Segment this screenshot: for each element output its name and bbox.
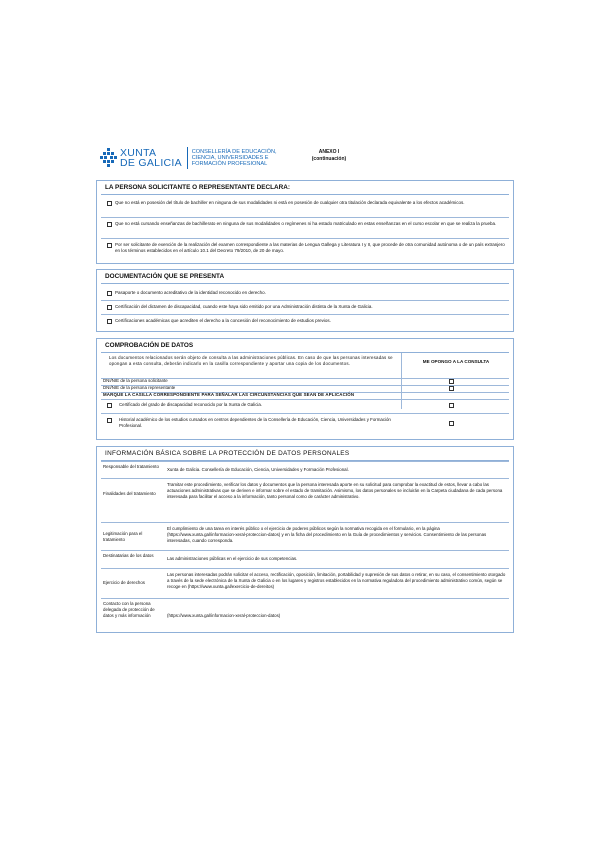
section-title: DOCUMENTACIÓN QUE SE PRESENTA (105, 273, 225, 280)
oppose-checkbox[interactable] (449, 386, 454, 391)
checkbox[interactable] (107, 403, 112, 408)
checkbox[interactable] (107, 418, 112, 423)
section-title: COMPROBACIÓN DE DATOS (105, 342, 194, 349)
oppose-checkbox[interactable] (449, 421, 454, 426)
xunta-logo (100, 146, 277, 170)
table-row: Responsable del tratamiento Xunta de Galicia. Consellería de Educación, Ciencia, Universidades y Formación Profesional. (101, 461, 509, 479)
logo-word-galicia: DE GALICIA (120, 157, 182, 169)
annex-title: ANEXO I (318, 149, 340, 155)
oppose-checkbox[interactable] (449, 403, 454, 408)
checkbox[interactable] (107, 201, 112, 206)
documentation-section: DOCUMENTACIÓN QUE SE PRESENTA Pasaporte o documento acreditativo de la identidad reconocido en derecho. Certificación del dictamen de discapacidad, cuando este haya sido emitido por una Administración distinta de la Xunta de Galicia. Certificaciones académicas que acrediten el derecho a la concesión del reconocimiento de estudios previos. (96, 269, 514, 332)
annex-subtitle: (continuación) (311, 156, 347, 162)
data-protection-section (96, 446, 514, 633)
table-row: Destinatarias de los datos Las administraciones públicas en el ejercicio de sus competencias. (101, 550, 509, 569)
table-row: Finalidades del tratamiento Tramitar este procedimiento, verificar los datos y documentos que la persona interesada aporte en su solicitud para comprobar la exactitud de estos, llevar a cabo las actuaciones administrativas que se deriven e informar sobre el estado de tramitación. Asimismo, los datos personales se incluirán en la Carpeta ciudadana de cada persona interesada para facilitar el acceso a la información, tanto personal como de carácter administrativo. (101, 478, 509, 523)
dni-representative-label: DNI/NIE de la persona representante (103, 385, 176, 390)
declaration-section: LA PERSONA SOLICITANTE O REPRESENTANTE DECLARA: Que no está en posesión del título de bachiller en ninguna de sus modalidades ni está en posesión de cualquier otra titulación declarada equivalente a los efectos académicos. Que no está cursando enseñanzas de bachillerato en ninguna de sus modalidades o regímenes ni ha estado matriculado en estas enseñanzas en el curso escolar en que se realiza la prueba. Por ser solicitante de exención de la realización del examen correspondiente a las materias de Lengua Gallega y Literatura I y II, que procede de otra comunidad autónoma o de un país extranjero en los términos establecidos en el artículo 10.1 del Decreto 79/2010, de 20 de mayo. (96, 180, 514, 264)
mark-header: MARQUE LA CASILLA CORRESPONDIENTE PARA SEÑALAR LAS CIRCUNSTANCIAS QUE SEAN DE APLICACIÓN (103, 392, 355, 397)
section-title: LA PERSONA SOLICITANTE O REPRESENTANTE DECLARA: (105, 184, 290, 191)
checkbox[interactable] (107, 319, 112, 324)
table-row: Ejercicio de derechos Las personas interesadas podrán solicitar el acceso, rectificación, oposición, limitación, portabilidad y supresión de sus datos o retirar, en su caso, el consentimiento otorgado a través de la sede electrónica de la Xunta de Galicia o en los lugares y registros establecidos en la normativa reguladora del procedimiento administrativo común, según se recoge en (https://www.xunta.gal/exercicio-de-dereitos) (101, 568, 509, 599)
checkbox[interactable] (107, 222, 112, 227)
dni-applicant-label: DNI/NIE de la persona solicitante (103, 378, 168, 383)
mark-item: Historial académico de los estudios cursados en centros dependientes de la Consellería de Educación, Ciencia, Universidades y Formación Profesional. (119, 417, 391, 428)
checkbox[interactable] (107, 291, 112, 296)
table-row: Legitimación para el tratamiento El cumplimiento de una tarea en interés público o el ejercicio de poderes públicos según la normativa recogida en el formulario, en la página (https://www.xunta.gal/informacion-xeral-proteccion-datos) y en la ficha del procedimiento en la Guía de procedimientos y servicios. Consentimiento de las personas interesadas, cuando corresponda. (101, 522, 509, 551)
logo-separator (187, 147, 188, 169)
table-row: Contacto con la persona delegada de protección de datos y más información (https://www.xunta.gal/informacion-xeral-proteccion-datos) (101, 598, 509, 633)
annex-heading (300, 149, 358, 163)
mark-item: Certificado del grado de discapacidad reconocido por la Xunta de Galicia. (119, 402, 263, 407)
checkbox[interactable] (107, 305, 112, 310)
department-name: CONSELLERÍA DE EDUCACIÓN, CIENCIA, UNIVERSIDADES E FORMACIÓN PROFESIONAL (191, 149, 277, 167)
data-verification-section (96, 338, 514, 440)
xunta-emblem-icon (100, 148, 117, 168)
checkbox[interactable] (107, 243, 112, 248)
section-title: INFORMACIÓN BÁSICA SOBRE LA PROTECCIÓN DE DATOS PERSONALES (105, 450, 350, 457)
oppose-header: ME OPONGO A LA CONSULTA (422, 359, 490, 364)
verification-intro: Los documentos relacionados serán objeto de consulta a las administraciones públicas. En caso de que las personas interesadas se opongan a esta consulta, deberán indicarlo en la casilla correspondiente y aportar una copia de los documentos. (109, 355, 393, 366)
oppose-checkbox[interactable] (449, 379, 454, 384)
logo-word-xunta: XUNTA (120, 147, 157, 159)
